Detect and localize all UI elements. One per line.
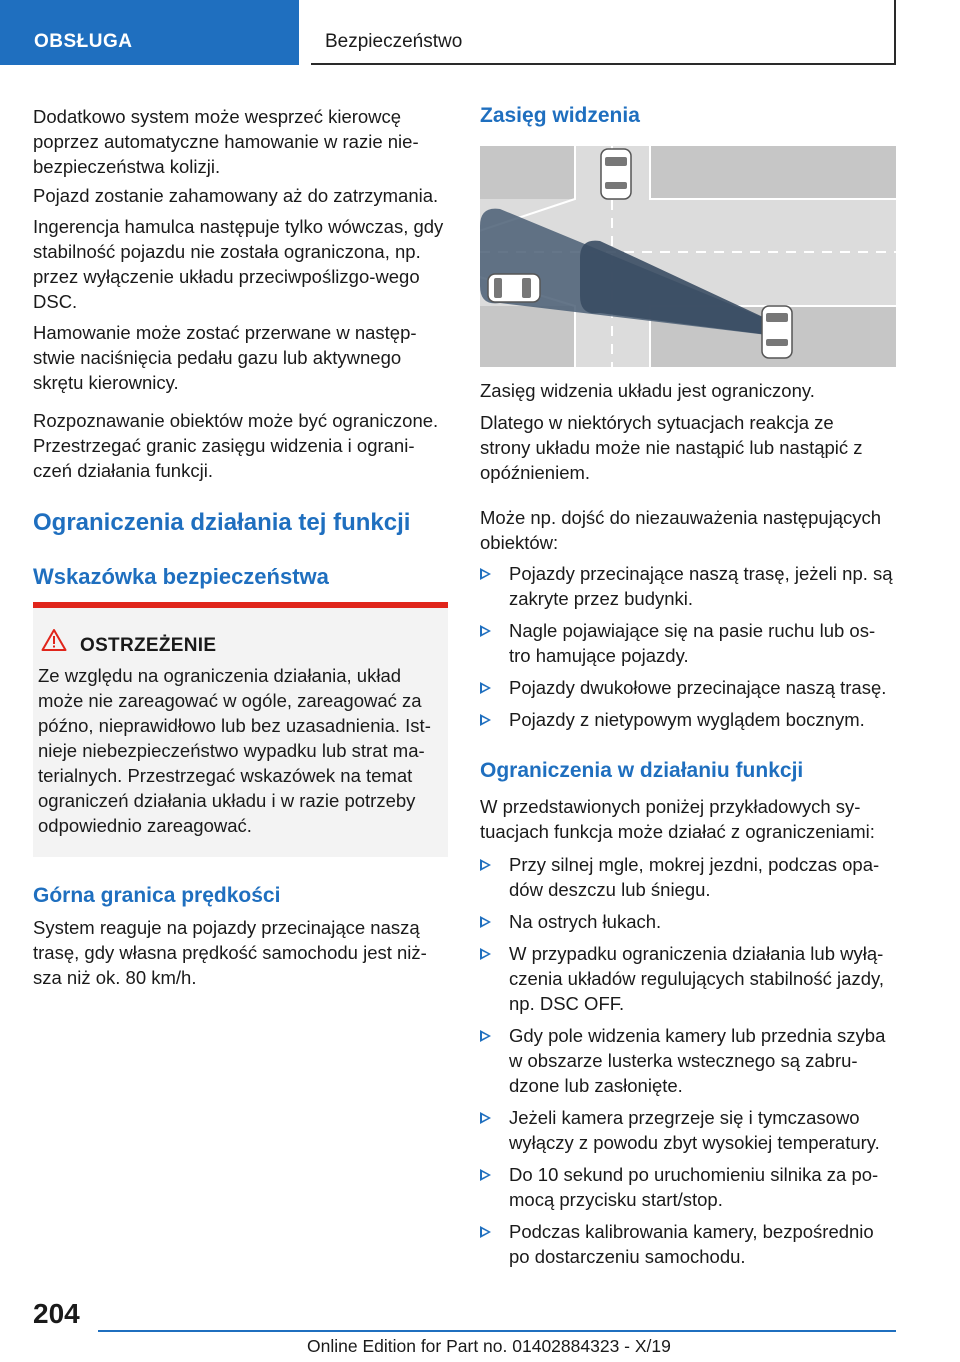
list-item: Pojazdy z nietypowym wyglądem bocznym. (480, 707, 896, 732)
warning-triangle-icon (41, 628, 67, 652)
bullet-triangle-icon (480, 916, 491, 928)
range-paragraph-1: Zasięg widzenia układu jest ograniczony. (480, 380, 815, 401)
warning-text: Ze względu na ograniczenia działania, układ może nie zareagować w ogóle, zareagować za późno, nieprawidłowo lub bez uzasadnienia. Ist-nieje niebezpieczeństwo wypadku lub strat ma-terialnych. Przestrzegać wskazówek na temat ograniczeń działania układu i w razie potrzeby odpowiednio zareagować. (38, 665, 431, 836)
footer-edition: Online Edition for Part no. 01402884323 - X/19 (307, 1336, 671, 1356)
list-item: W przypadku ograniczenia działania lub wyłą-czenia układów regulujących stabilność jazdy, np. DSC OFF. (480, 941, 896, 1016)
own-car-icon (762, 306, 792, 358)
conditions-list (480, 852, 896, 1269)
bullet-triangle-icon (480, 1169, 491, 1181)
objects-list (480, 561, 896, 732)
list-item: Gdy pole widzenia kamery lub przednia szyba w obszarze lusterka wstecznego są zabru-dzone lub zasłonięte. (480, 1023, 896, 1098)
interrupt-paragraph: Hamowanie może zostać przerwane w następ-stwie naciśnięcia pedału gazu lub aktywnego skrętu kierownicy. (33, 322, 417, 393)
bullet-triangle-icon (480, 859, 491, 871)
bullet-triangle-icon (480, 625, 491, 637)
recognition-paragraph: Rozpoznawanie obiektów może być ograniczone. Przestrzegać granic zasięgu widzenia i ograni-czeń działania funkcji. (33, 410, 439, 481)
warning-title: OSTRZEŻENIE (80, 635, 217, 656)
list-item: Do 10 sekund po uruchomieniu silnika za po-mocą przycisku start/stop. (480, 1162, 896, 1212)
brake-paragraph: Ingerencja hamulca następuje tylko wówczas, gdy stabilność pojazdu nie została ograniczona, np. przez wyłączenie układu przeciwpoślizgo-wego DSC. (33, 216, 444, 312)
stop-paragraph: Pojazd zostanie zahamowany aż do zatrzymania. (33, 185, 439, 206)
speed-heading: Górna granica prędkości (33, 884, 281, 907)
warning-box (33, 602, 448, 857)
list-item: Podczas kalibrowania kamery, bezpośrednio po dostarczeniu samochodu. (480, 1219, 896, 1269)
intro-paragraph: Dodatkowo system może wesprzeć kierowcę poprzez automatyczne hamowanie w razie nie-bezpieczeństwa kolizji. (33, 106, 419, 177)
field-of-view-illustration (480, 146, 896, 367)
car-top-icon (601, 149, 631, 199)
car-left-icon (488, 274, 540, 302)
section-tab: OBSŁUGA (0, 0, 299, 65)
range-paragraph-3: Może np. dojść do niezauważenia następujących obiektów: (480, 507, 882, 553)
safety-heading: Wskazówka bezpieczeństwa (33, 564, 329, 589)
bullet-triangle-icon (480, 568, 491, 580)
bullet-triangle-icon (480, 714, 491, 726)
bullet-triangle-icon (480, 682, 491, 694)
list-item: Na ostrych łukach. (480, 909, 896, 934)
bullet-triangle-icon (480, 948, 491, 960)
bullet-triangle-icon (480, 1030, 491, 1042)
footer-divider (98, 1330, 896, 1332)
bullet-triangle-icon (480, 1112, 491, 1124)
list-item: Przy silnej mgle, mokrej jezdni, podczas opa-dów deszczu lub śniegu. (480, 852, 896, 902)
function-heading: Ograniczenia w działaniu funkcji (480, 759, 804, 782)
list-item: Nagle pojawiające się na pasie ruchu lub os-tro hamujące pojazdy. (480, 618, 896, 668)
page-number: 204 (33, 1298, 80, 1329)
bullet-triangle-icon (480, 1226, 491, 1238)
range-heading: Zasięg widzenia (480, 104, 640, 127)
list-item: Pojazdy przecinające naszą trasę, jeżeli np. są zakryte przez budynki. (480, 561, 896, 611)
list-item: Pojazdy dwukołowe przecinające naszą trasę. (480, 675, 896, 700)
limits-heading: Ograniczenia działania tej funkcji (33, 509, 411, 536)
list-item: Jeżeli kamera przegrzeje się i tymczasowo wyłączy z powodu zbyt wysokiej temperatury. (480, 1105, 896, 1155)
speed-paragraph: System reaguje na pojazdy przecinające naszą trasę, gdy własna prędkość samochodu jest niż-sza niż ok. 80 km/h. (33, 917, 427, 988)
range-paragraph-2: Dlatego w niektórych sytuacjach reakcja ze strony układu może nie nastąpić lub nastąpić z opóźnieniem. (480, 412, 863, 483)
function-paragraph: W przedstawionych poniżej przykładowych sy-tuacjach funkcja może działać z ograniczeniami: (480, 796, 875, 842)
chapter-title: Bezpieczeństwo (311, 0, 896, 65)
